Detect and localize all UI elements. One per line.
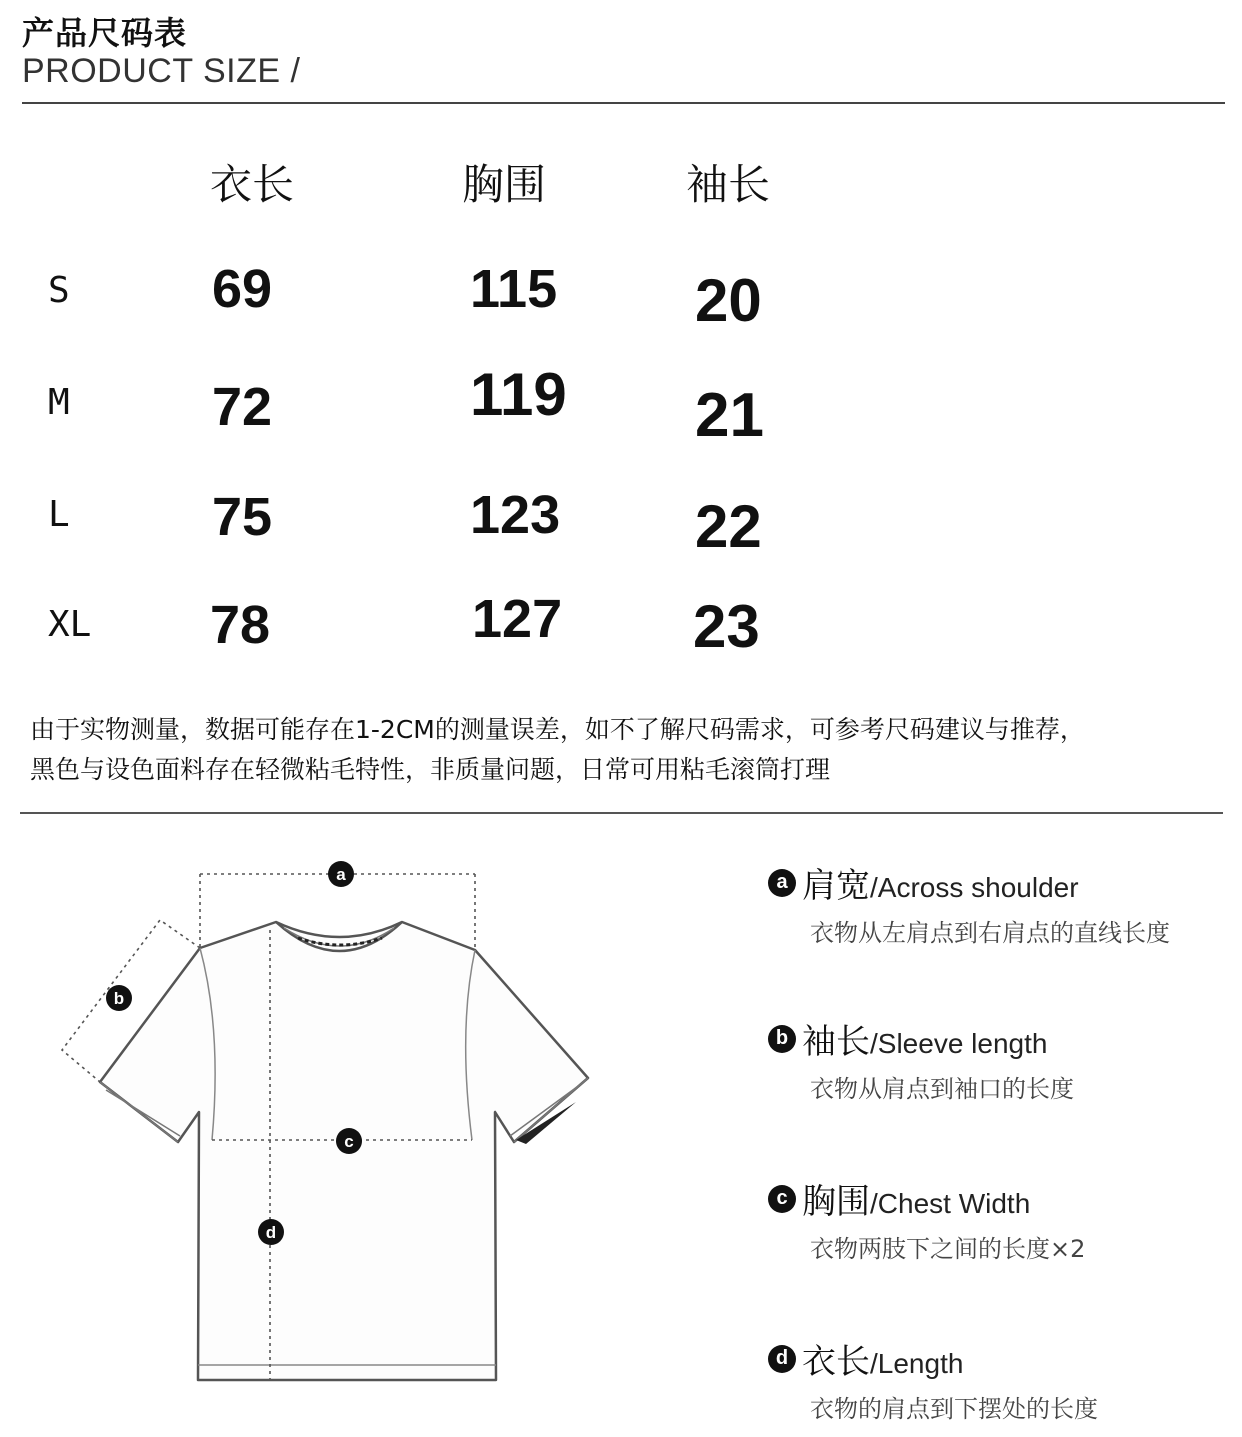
column-header-length: 衣长	[210, 160, 295, 209]
legend-item-length	[768, 1334, 1098, 1424]
legend-desc: 衣物从左肩点到右肩点的直线长度	[810, 919, 1170, 947]
table-cell-sleeve: 23	[693, 593, 760, 660]
table-cell-length: 78	[210, 595, 271, 655]
legend-title-cn: 胸围	[802, 1182, 870, 1222]
marker-c	[336, 1128, 362, 1154]
legend-title-cn: 袖长	[802, 1022, 870, 1062]
marker-a-label: a	[336, 865, 346, 884]
legend-desc: 衣物的肩点到下摆处的长度	[810, 1395, 1098, 1423]
marker-d-label: d	[265, 1223, 277, 1242]
table-cell-chest: 127	[472, 589, 563, 649]
tshirt-diagram	[40, 840, 660, 1420]
page-title: 产品尺码表	[22, 14, 188, 52]
section-divider	[20, 812, 1223, 814]
table-cell-chest: 115	[470, 259, 558, 319]
table-row-size-label: XL	[48, 604, 92, 645]
marker-b	[106, 985, 132, 1011]
table-cell-length: 72	[212, 377, 273, 437]
table-row-size-label: L	[48, 494, 70, 535]
badge-d: d	[768, 1345, 796, 1373]
legend-title-cn: 衣长	[802, 1342, 870, 1382]
legend-title-en: /Across shoulder	[870, 872, 1079, 903]
marker-c-label: c	[344, 1132, 354, 1151]
legend-title	[802, 1334, 963, 1383]
table-cell-sleeve: 22	[695, 493, 762, 560]
note-fabric: 黑色与设色面料存在轻微粘毛特性，非质量问题，日常可用粘毛滚筒打理	[30, 755, 831, 784]
legend-desc: 衣物从肩点到袖口的长度	[810, 1075, 1074, 1103]
badge-c: c	[768, 1185, 796, 1213]
legend-item-sleeve	[768, 1014, 1074, 1104]
page-subtitle: PRODUCT SIZE /	[22, 52, 301, 90]
legend-title	[802, 1174, 1030, 1223]
legend-title-en: /Length	[870, 1348, 964, 1379]
column-header-chest: 胸围	[462, 160, 547, 209]
table-cell-chest: 123	[470, 485, 561, 545]
legend-item-shoulder	[768, 858, 1170, 948]
legend-title	[802, 858, 1079, 907]
marker-b-label: b	[113, 989, 125, 1008]
badge-b: b	[768, 1025, 796, 1053]
table-row-size-label: S	[48, 270, 70, 311]
table-cell-length: 69	[212, 259, 273, 319]
table-cell-sleeve: 20	[695, 267, 762, 334]
marker-d	[258, 1219, 284, 1245]
legend-title-cn: 肩宽	[802, 866, 870, 906]
legend-desc: 衣物两肢下之间的长度×2	[810, 1235, 1086, 1263]
marker-a	[328, 861, 354, 887]
header-divider	[22, 102, 1225, 104]
table-cell-length: 75	[212, 487, 273, 547]
table-cell-chest: 119	[470, 361, 567, 428]
badge-a: a	[768, 869, 796, 897]
column-header-sleeve: 袖长	[686, 160, 771, 209]
legend-title-en: /Sleeve length	[870, 1028, 1048, 1059]
table-row-size-label: M	[48, 382, 70, 423]
legend-title-en: /Chest Width	[870, 1188, 1031, 1219]
table-cell-sleeve: 21	[695, 381, 764, 450]
legend-item-chest	[768, 1174, 1085, 1264]
legend-title	[802, 1014, 1047, 1063]
note-measurement: 由于实物测量，数据可能存在1-2CM的测量误差，如不了解尺码需求，可参考尺码建议与推荐，	[30, 715, 1085, 744]
